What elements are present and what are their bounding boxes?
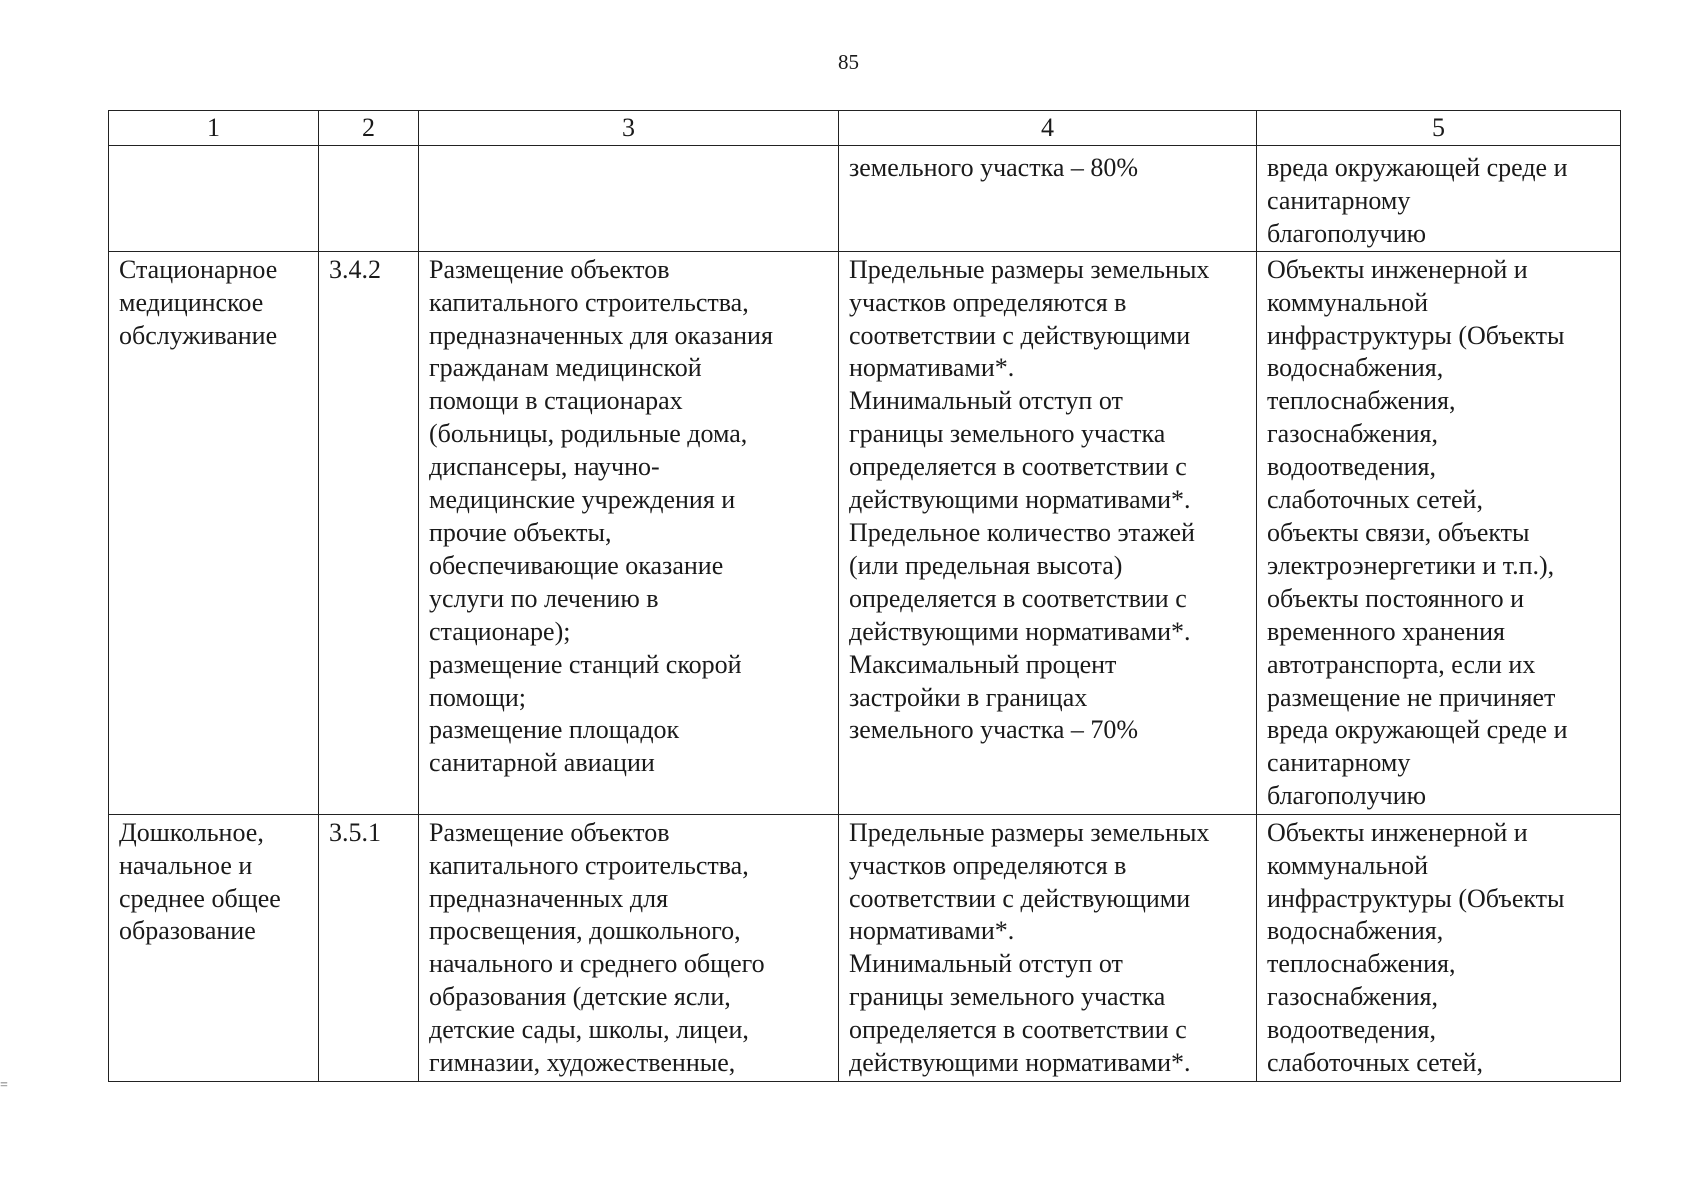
cell-line: помощи; xyxy=(429,682,527,712)
cell-line: Размещение объектов xyxy=(429,254,670,284)
cell-line: предназначенных для оказания xyxy=(429,320,773,350)
cell-parameters xyxy=(839,251,1257,814)
cell-line: объекты связи, объекты xyxy=(1267,517,1530,547)
cell-line: капитального строительства, xyxy=(429,287,749,317)
cell-line: (или предельная высота) xyxy=(849,550,1123,580)
cell-line: определяется в соответствии с xyxy=(849,1015,1187,1045)
cell-name xyxy=(109,146,319,252)
cell-line: участков определяются в xyxy=(849,287,1127,317)
cell-line: просвещения, дошкольного, xyxy=(429,916,741,946)
zoning-table xyxy=(108,110,1621,1082)
cell-line: Максимальный процент xyxy=(849,649,1117,679)
cell-line: обеспечивающие оказание xyxy=(429,550,724,580)
cell-line: Размещение объектов xyxy=(429,817,670,847)
cell-line: детские сады, школы, лицеи, xyxy=(429,1015,749,1045)
cell-line: коммунальной xyxy=(1267,850,1429,880)
column-header: 5 xyxy=(1257,111,1621,146)
cell-line: Объекты инженерной и xyxy=(1267,254,1528,284)
cell-line: Предельные размеры земельных xyxy=(849,817,1210,847)
cell-line: обслуживание xyxy=(119,320,278,350)
cell-line: санитарному xyxy=(1267,185,1411,215)
cell-line: среднее общее xyxy=(119,883,281,913)
cell-line: санитарной авиации xyxy=(429,748,655,778)
cell-line: размещение станций скорой xyxy=(429,649,742,679)
cell-description xyxy=(419,251,839,814)
cell-line: Стационарное xyxy=(119,254,278,284)
cell-line: земельного участка – 80% xyxy=(849,153,1139,182)
cell-code xyxy=(319,146,419,252)
cell-line: начального и среднего общего xyxy=(429,949,765,979)
cell-line: действующими нормативами*. xyxy=(849,485,1191,515)
cell-line: действующими нормативами*. xyxy=(849,1048,1191,1078)
page-number: 85 xyxy=(838,50,859,74)
cell-line: санитарному xyxy=(1267,748,1411,778)
cell-line: стационаре); xyxy=(429,616,571,646)
cell-name xyxy=(109,814,319,1081)
column-header: 1 xyxy=(109,111,319,146)
cell-line: Минимальный отступ от xyxy=(849,386,1123,416)
cell-line: инфраструктуры (Объекты xyxy=(1267,320,1565,350)
cell-line: Объекты инженерной и xyxy=(1267,817,1528,847)
column-header: 4 xyxy=(839,111,1257,146)
cell-line: (больницы, родильные дома, xyxy=(429,419,748,449)
cell-line: слаботочных сетей, xyxy=(1267,1048,1483,1078)
cell-line: водоотведения, xyxy=(1267,1015,1436,1045)
cell-line: образования (детские ясли, xyxy=(429,982,731,1012)
cell-line: земельного участка – 70% xyxy=(849,715,1139,745)
cell-line: помощи в стационарах xyxy=(429,386,683,416)
cell-auxiliary xyxy=(1257,251,1621,814)
cell-line: гимназии, художественные, xyxy=(429,1048,736,1078)
table-row xyxy=(109,251,1621,814)
cell-line: размещение площадок xyxy=(429,715,680,745)
cell-line: Предельные размеры земельных xyxy=(849,254,1210,284)
cell-name xyxy=(109,251,319,814)
cell-line: благополучию xyxy=(1267,781,1427,811)
cell-line: Минимальный отступ от xyxy=(849,949,1123,979)
cell-description xyxy=(419,146,839,252)
cell-code: 3.4.2 xyxy=(319,251,419,814)
cell-auxiliary xyxy=(1257,814,1621,1081)
cell-line: газоснабжения, xyxy=(1267,419,1438,449)
cell-line: определяется в соответствии с xyxy=(849,452,1187,482)
cell-line: соответствии с действующими xyxy=(849,883,1191,913)
cell-line: гражданам медицинской xyxy=(429,353,702,383)
cell-line: участков определяются в xyxy=(849,850,1127,880)
cell-line: действующими нормативами*. xyxy=(849,616,1191,646)
cell-line: капитального строительства, xyxy=(429,850,749,880)
column-header: 2 xyxy=(319,111,419,146)
cell-line: предназначенных для xyxy=(429,883,669,913)
cell-line: границы земельного участка xyxy=(849,982,1166,1012)
cell-line: застройки в границах xyxy=(849,682,1088,712)
cell-line: Дошкольное, xyxy=(119,817,264,847)
cell-line: медицинское xyxy=(119,287,264,317)
cell-line: медицинские учреждения и xyxy=(429,485,736,515)
table-row xyxy=(109,814,1621,1081)
cell-auxiliary xyxy=(1257,146,1621,252)
cell-line: соответствии с действующими xyxy=(849,320,1191,350)
cell-line: теплоснабжения, xyxy=(1267,949,1456,979)
cell-line: инфраструктуры (Объекты xyxy=(1267,883,1565,913)
table-row-continuation xyxy=(109,146,1621,252)
cell-line: услуги по лечению в xyxy=(429,583,659,613)
cell-parameters xyxy=(839,814,1257,1081)
cell-code: 3.5.1 xyxy=(319,814,419,1081)
cell-parameters xyxy=(839,146,1257,252)
cell-line: Предельное количество этажей xyxy=(849,517,1195,547)
cell-line: нормативами*. xyxy=(849,916,1015,946)
cell-line: объекты постоянного и xyxy=(1267,583,1525,613)
cell-line: водоснабжения, xyxy=(1267,916,1444,946)
cell-line: водоснабжения, xyxy=(1267,353,1444,383)
cell-line: размещение не причиняет xyxy=(1267,682,1556,712)
cell-line: газоснабжения, xyxy=(1267,982,1438,1012)
cell-line: коммунальной xyxy=(1267,287,1429,317)
cell-line: образование xyxy=(119,916,256,946)
cell-line: теплоснабжения, xyxy=(1267,386,1456,416)
column-header: 3 xyxy=(419,111,839,146)
cell-line: нормативами*. xyxy=(849,353,1015,383)
table-header-row xyxy=(109,111,1621,146)
cell-line: водоотведения, xyxy=(1267,452,1436,482)
cell-line: границы земельного участка xyxy=(849,419,1166,449)
cell-line: электроэнергетики и т.п.), xyxy=(1267,550,1555,580)
cell-description xyxy=(419,814,839,1081)
cell-line: вреда окружающей среде и xyxy=(1267,715,1568,745)
cell-line: диспансеры, научно- xyxy=(429,452,660,482)
cell-line: автотранспорта, если их xyxy=(1267,649,1536,679)
margin-mark: = xyxy=(0,1078,8,1093)
cell-line: благополучию xyxy=(1267,218,1427,248)
cell-line: начальное и xyxy=(119,850,253,880)
cell-line: вреда окружающей среде и xyxy=(1267,153,1568,182)
cell-line: временного хранения xyxy=(1267,616,1505,646)
cell-line: определяется в соответствии с xyxy=(849,583,1187,613)
cell-line: слаботочных сетей, xyxy=(1267,485,1483,515)
cell-line: прочие объекты, xyxy=(429,517,612,547)
